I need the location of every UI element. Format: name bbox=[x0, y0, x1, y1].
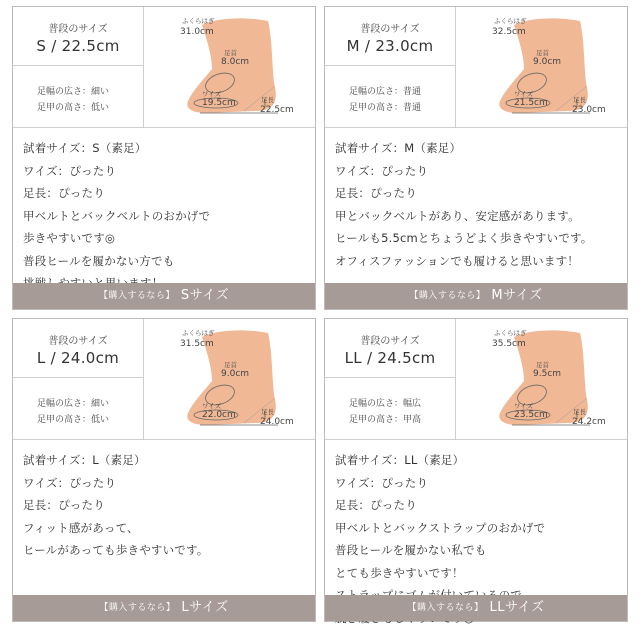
review-line: 試着サイズ：LL（素足） bbox=[335, 453, 465, 467]
size-review-card bbox=[324, 318, 628, 622]
buy-size-label: Lサイズ bbox=[181, 600, 229, 615]
review-line: ワイズ：ぴったり bbox=[335, 475, 429, 490]
length-label: 足長 bbox=[573, 408, 586, 416]
calf-label: ふくらはぎ bbox=[494, 329, 527, 337]
review-line: ワイズ：ぴったり bbox=[335, 163, 429, 178]
foot-spec-box bbox=[13, 65, 144, 127]
review-line: 甲とバックベルトがあり、安定感があります。 bbox=[335, 208, 580, 223]
buy-size-button[interactable] bbox=[325, 595, 627, 621]
buy-size-label: Mサイズ bbox=[491, 288, 543, 303]
card-header bbox=[325, 319, 627, 440]
calf-label: ふくらはぎ bbox=[182, 17, 215, 25]
buy-prefix: 【購入するなら】 bbox=[99, 603, 176, 613]
ankle-label: 足首 bbox=[536, 361, 549, 369]
review-line: 試着サイズ：M（素足） bbox=[335, 141, 462, 155]
usual-size-label: 普段のサイズ bbox=[360, 24, 420, 35]
review-line: ワイズ：ぴったり bbox=[23, 475, 117, 490]
usual-size-label: 普段のサイズ bbox=[48, 24, 108, 35]
usual-size-value: S / 22.5cm bbox=[36, 37, 120, 55]
foot-spec-box bbox=[325, 65, 456, 127]
foot-diagram bbox=[456, 319, 627, 439]
width-value: 23.5cm bbox=[514, 410, 548, 420]
foot-spec-box bbox=[13, 377, 144, 439]
review-line: 足長：ぴったり bbox=[23, 498, 105, 512]
instep-height-spec: 足甲の高さ：低い bbox=[37, 103, 110, 113]
buy-size-button[interactable] bbox=[325, 283, 627, 309]
ankle-value: 9.0cm bbox=[533, 57, 562, 67]
size-review-card bbox=[12, 318, 316, 622]
review-line: 普段ヒールを履かない私でも bbox=[335, 543, 487, 557]
length-value: 24.2cm bbox=[572, 417, 606, 427]
calf-value: 32.5cm bbox=[492, 27, 526, 37]
size-review-card bbox=[324, 6, 628, 310]
review-line: 足長：ぴったり bbox=[335, 186, 417, 200]
width-value: 19.5cm bbox=[202, 98, 236, 108]
ankle-label: 足首 bbox=[536, 49, 549, 57]
width-value: 22.0cm bbox=[202, 410, 236, 420]
ankle-value: 9.5cm bbox=[533, 369, 562, 379]
foot-spec-box bbox=[325, 377, 456, 439]
calf-label: ふくらはぎ bbox=[182, 329, 215, 337]
instep-height-spec: 足甲の高さ：低い bbox=[37, 415, 110, 425]
buy-prefix: 【購入するなら】 bbox=[407, 603, 484, 613]
usual-size-value: LL / 24.5cm bbox=[344, 349, 436, 367]
buy-size-button[interactable] bbox=[13, 595, 315, 621]
review-line: ワイズ：ぴったり bbox=[23, 163, 117, 178]
length-value: 22.5cm bbox=[260, 105, 294, 115]
ankle-label: 足首 bbox=[224, 49, 237, 57]
width-label: ワイズ bbox=[514, 402, 534, 410]
instep-height-spec: 足甲の高さ：普通 bbox=[349, 103, 422, 113]
length-label: 足長 bbox=[573, 96, 586, 104]
foot-width-spec: 足幅の広さ：細い bbox=[37, 87, 110, 97]
foot-diagram bbox=[456, 7, 627, 127]
review-text bbox=[23, 137, 309, 295]
foot-width-spec: 足幅の広さ：普通 bbox=[349, 87, 422, 97]
foot-diagram bbox=[144, 7, 315, 127]
review-line: とても歩きやすいです！ bbox=[335, 565, 464, 580]
calf-label: ふくらはぎ bbox=[494, 17, 527, 25]
ankle-value: 9.0cm bbox=[221, 369, 250, 379]
length-value: 23.0cm bbox=[572, 105, 606, 115]
ankle-value: 8.0cm bbox=[221, 57, 250, 67]
card-header bbox=[13, 319, 315, 440]
card-header bbox=[325, 7, 627, 128]
usual-size-box bbox=[325, 7, 456, 66]
length-label: 足長 bbox=[261, 96, 274, 104]
usual-size-box bbox=[325, 319, 456, 378]
usual-size-box bbox=[13, 319, 144, 378]
length-label: 足長 bbox=[261, 408, 274, 416]
size-review-card bbox=[12, 6, 316, 310]
buy-size-label: Sサイズ bbox=[180, 288, 230, 303]
review-line: 試着サイズ：L（素足） bbox=[23, 453, 146, 467]
review-text bbox=[335, 137, 621, 272]
review-line: ヒールがあっても歩きやすいです。 bbox=[23, 543, 209, 557]
usual-size-label: 普段のサイズ bbox=[360, 336, 420, 347]
foot-width-spec: 足幅の広さ：幅広 bbox=[349, 399, 422, 409]
instep-height-spec: 足甲の高さ：甲高 bbox=[349, 415, 422, 425]
usual-size-box bbox=[13, 7, 144, 66]
usual-size-value: M / 23.0cm bbox=[346, 37, 434, 55]
review-line: 歩きやすいです◎ bbox=[23, 231, 116, 245]
buy-size-label: LLサイズ bbox=[489, 600, 545, 615]
usual-size-label: 普段のサイズ bbox=[48, 336, 108, 347]
card-header bbox=[13, 7, 315, 128]
width-label: ワイズ bbox=[202, 402, 222, 410]
usual-size-value: L / 24.0cm bbox=[36, 349, 120, 367]
calf-value: 31.0cm bbox=[180, 27, 214, 37]
review-line: 甲ベルトとバックストラップのおかげで bbox=[335, 520, 546, 535]
foot-diagram bbox=[144, 319, 315, 439]
foot-width-spec: 足幅の広さ：細い bbox=[37, 399, 110, 409]
review-line: 甲ベルトとバックベルトのおかげで bbox=[23, 208, 211, 223]
review-line: 普段ヒールを履かない方でも bbox=[23, 253, 175, 268]
calf-value: 35.5cm bbox=[492, 339, 526, 349]
width-label: ワイズ bbox=[514, 90, 534, 98]
ankle-label: 足首 bbox=[224, 361, 237, 369]
length-value: 24.0cm bbox=[260, 417, 294, 427]
review-text bbox=[23, 449, 309, 562]
review-line: 試着サイズ：S（素足） bbox=[23, 141, 147, 155]
buy-size-button[interactable] bbox=[13, 283, 315, 309]
buy-prefix: 【購入するなら】 bbox=[98, 291, 175, 301]
review-line: 足長：ぴったり bbox=[23, 186, 105, 200]
review-line: フィット感があって、 bbox=[23, 520, 139, 535]
review-line: ヒールも5.5cmとちょうどよく歩きやすいです。 bbox=[335, 231, 593, 245]
width-value: 21.5cm bbox=[514, 98, 548, 108]
width-label: ワイズ bbox=[202, 90, 222, 98]
review-line: オフィスファッションでも履けると思います！ bbox=[335, 253, 579, 268]
buy-prefix: 【購入するなら】 bbox=[409, 291, 486, 301]
review-line: 足長：ぴったり bbox=[335, 498, 417, 512]
calf-value: 31.5cm bbox=[180, 339, 214, 349]
